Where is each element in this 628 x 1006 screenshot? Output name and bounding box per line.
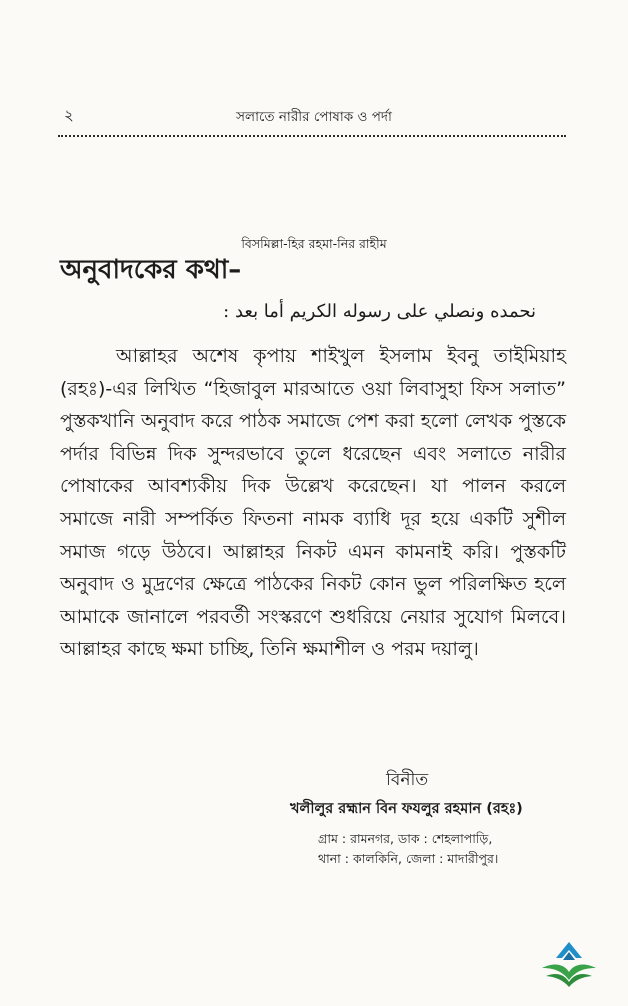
bismillah-line: বিসমিল্লা-হির রহমা-নির রাহীম bbox=[241, 236, 387, 251]
page-number: ২ bbox=[64, 106, 74, 124]
signature-label: বিনীত bbox=[386, 770, 429, 790]
running-header bbox=[0, 104, 628, 128]
address-line-1: গ্রাম : রামনগর, ডাক : শেহলাপাড়ি, bbox=[318, 831, 493, 846]
section-heading: অনুবাদকের কথা– bbox=[60, 255, 242, 285]
publisher-logo-icon bbox=[538, 938, 600, 990]
header-dotted-rule bbox=[58, 135, 566, 137]
running-header-title: সলাতে নারীর পোষাক ও পর্দা bbox=[236, 109, 392, 125]
translator-name: খলীলুর রহ্মান বিন ফযলুর রহমান (রহঃ) bbox=[290, 801, 523, 817]
body-paragraph: আল্লাহর অশেষ কৃপায় শাইখুল ইসলাম ইবনু তাইমিয়াহ (রহঃ)-এর লিখিত “হিজাবুল মারআতে ওয়া লিবাসুহা ফিস সলাত” পুস্তকখানি অনুবাদ করে পাঠক সমাজে পেশ করা হলো লেখক পুস্তকে পর্দার বিভিন্ন দিক সুন্দরভাবে তুলে ধরেছেন এবং সলাতে নারীর পোষাকের আবশ্যকীয় দিক উল্লেখ করেছেন। যা পালন করলে সমাজে নারী সম্পর্কিত ফিতনা নামক ব্যাধি দূর হয়ে একটি সুশীল সমাজ গড়ে উঠবে। আল্লাহর নিকট এমন কামনাই করি। পুস্তকটি অনুবাদ ও মুদ্রণের ক্ষেত্রে পাঠকের নিকট কোন ভুল পরিলক্ষিত হলে আমাকে জানালে পরবর্তী সংস্করণে শুধরিয়ে নেয়ার সুযোগ মিলবে। আল্লাহর কাছে ক্ষমা চাচ্ছি, তিনি ক্ষমাশীল ও পরম দয়ালু। bbox=[60, 345, 566, 661]
arabic-opening: نحمده ونصلي على رسوله الكريم أما بعد : bbox=[223, 301, 536, 322]
address-line-2: থানা : কালকিনি, জেলা : মাদারীপুর। bbox=[318, 851, 499, 866]
